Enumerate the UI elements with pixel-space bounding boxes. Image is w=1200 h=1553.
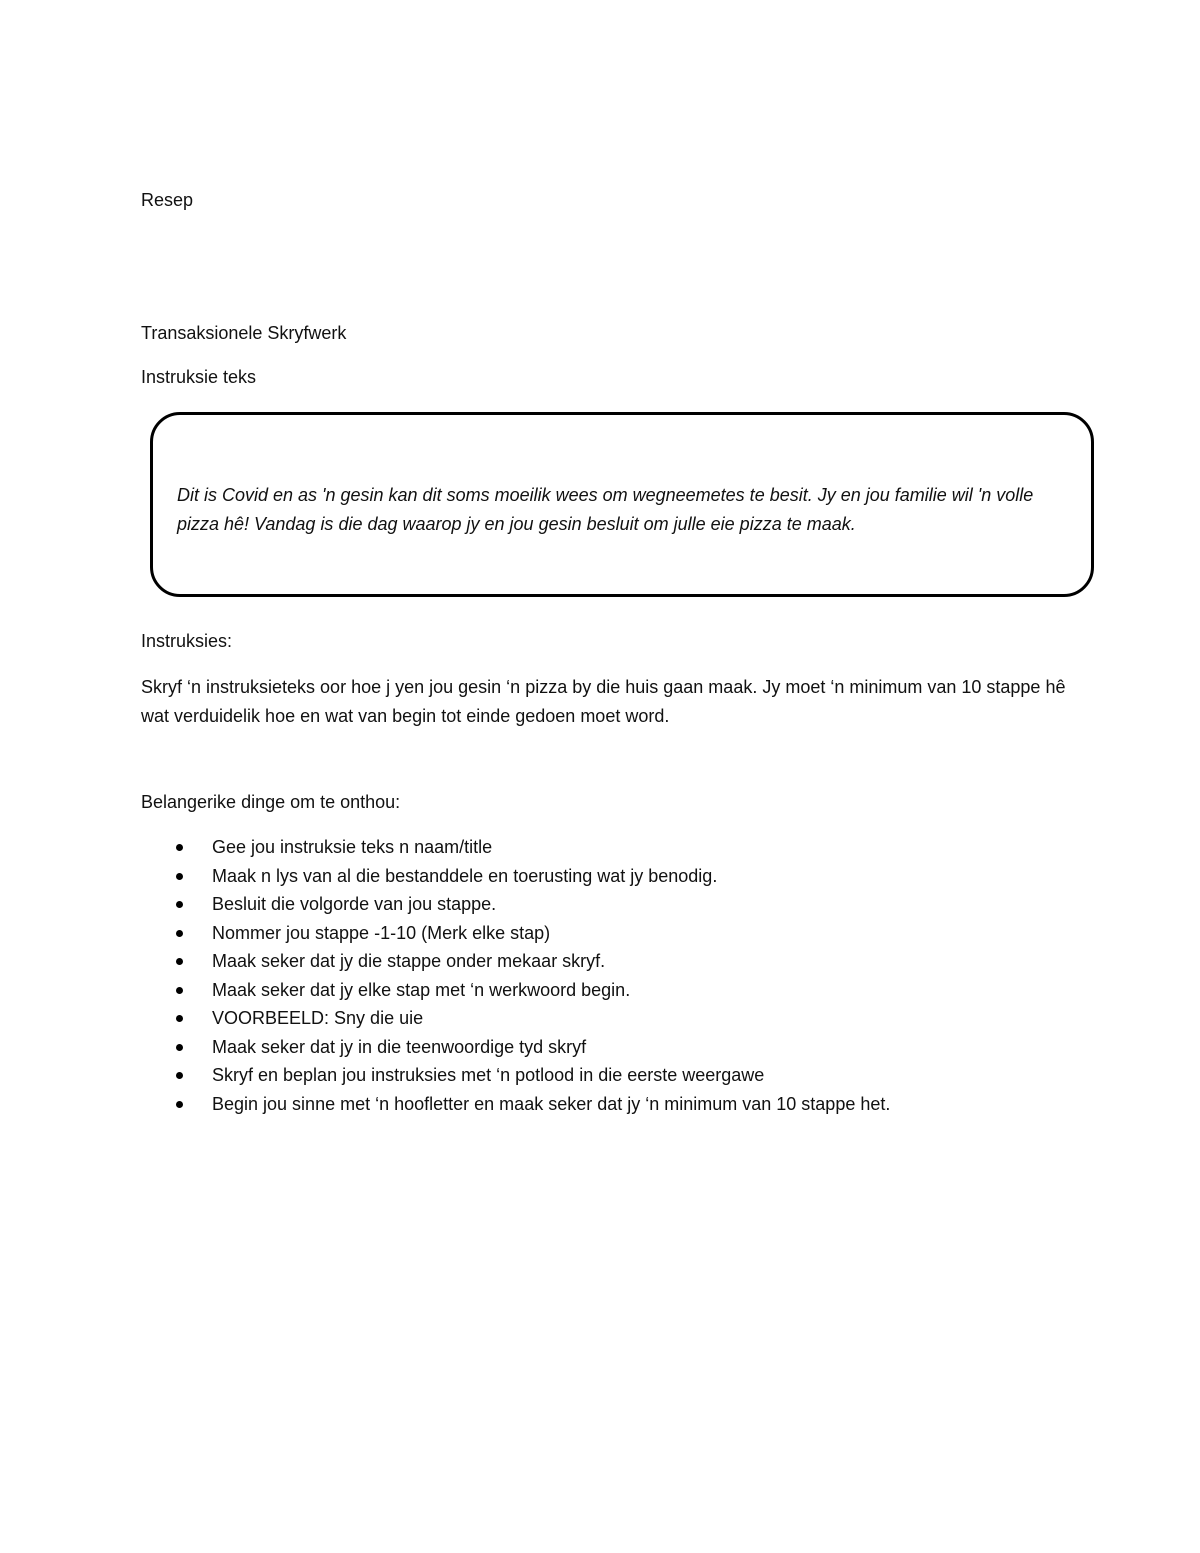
list-item xyxy=(141,1061,1101,1090)
list-item-text: Begin jou sinne met ‘n hoofletter en maak seker dat jy ‘n minimum van 10 stappe het. xyxy=(212,1093,891,1114)
bullet-icon xyxy=(176,958,183,965)
scenario-box xyxy=(150,412,1094,597)
list-item xyxy=(141,947,1101,976)
instructions-heading: Instruksies: xyxy=(141,631,233,651)
list-item-text: Nommer jou stappe -1-10 (Merk elke stap) xyxy=(212,922,551,943)
list-item-text: Skryf en beplan jou instruksies met ‘n potlood in die eerste weergawe xyxy=(212,1065,765,1085)
list-item xyxy=(141,833,1101,862)
scenario-text: Dit is Covid en as 'n gesin kan dit soms moeilik wees om wegneemetes te besit. Jy en jou familie wil 'n volle pizza hê! Vandag is die dag waarop jy en jou gesin besluit om julle eie pizza te maak. xyxy=(177,485,1034,534)
list-item-text: Maak seker dat jy elke stap met ‘n werkwoord begin. xyxy=(212,979,631,1000)
list-item-text: Maak seker dat jy in die teenwoordige tyd skryf xyxy=(212,1036,587,1057)
remember-heading: Belangerike dinge om te onthou: xyxy=(141,792,401,812)
bullet-icon xyxy=(176,1101,183,1108)
bullet-icon xyxy=(176,901,183,908)
list-item-text: Maak n lys van al die bestanddele en toerusting wat jy benodig. xyxy=(212,865,718,886)
bullet-icon xyxy=(176,1072,183,1079)
list-item-text: Gee jou instruksie teks n naam/title xyxy=(212,837,493,857)
bullet-icon xyxy=(176,1015,183,1022)
list-item xyxy=(141,890,1101,919)
list-item xyxy=(141,1090,1101,1119)
instructions-body: Skryf ‘n instruksieteks oor hoe j yen jou gesin ‘n pizza by die huis gaan maak. Jy moet ‘n minimum van 10 stappe hê wat verduidelik hoe en wat van begin tot einde gedoen moet word. xyxy=(141,677,1066,726)
list-item xyxy=(141,976,1101,1005)
list-item xyxy=(141,1004,1101,1033)
list-item-text: VOORBEELD: Sny die uie xyxy=(212,1008,424,1028)
document-label: Resep xyxy=(141,190,194,210)
bullet-icon xyxy=(176,844,183,851)
bullet-icon xyxy=(176,873,183,880)
list-item-text: Maak seker dat jy die stappe onder mekaar skryf. xyxy=(212,951,606,971)
list-item-text: Besluit die volgorde van jou stappe. xyxy=(212,894,497,914)
list-item xyxy=(141,919,1101,948)
reminder-list xyxy=(141,833,1101,1118)
list-item xyxy=(141,862,1101,891)
list-item xyxy=(141,1033,1101,1062)
bullet-icon xyxy=(176,987,183,994)
section-title: Transaksionele Skryfwerk xyxy=(141,323,347,343)
subtitle: Instruksie teks xyxy=(141,367,257,387)
bullet-icon xyxy=(176,930,183,937)
bullet-icon xyxy=(176,1044,183,1051)
